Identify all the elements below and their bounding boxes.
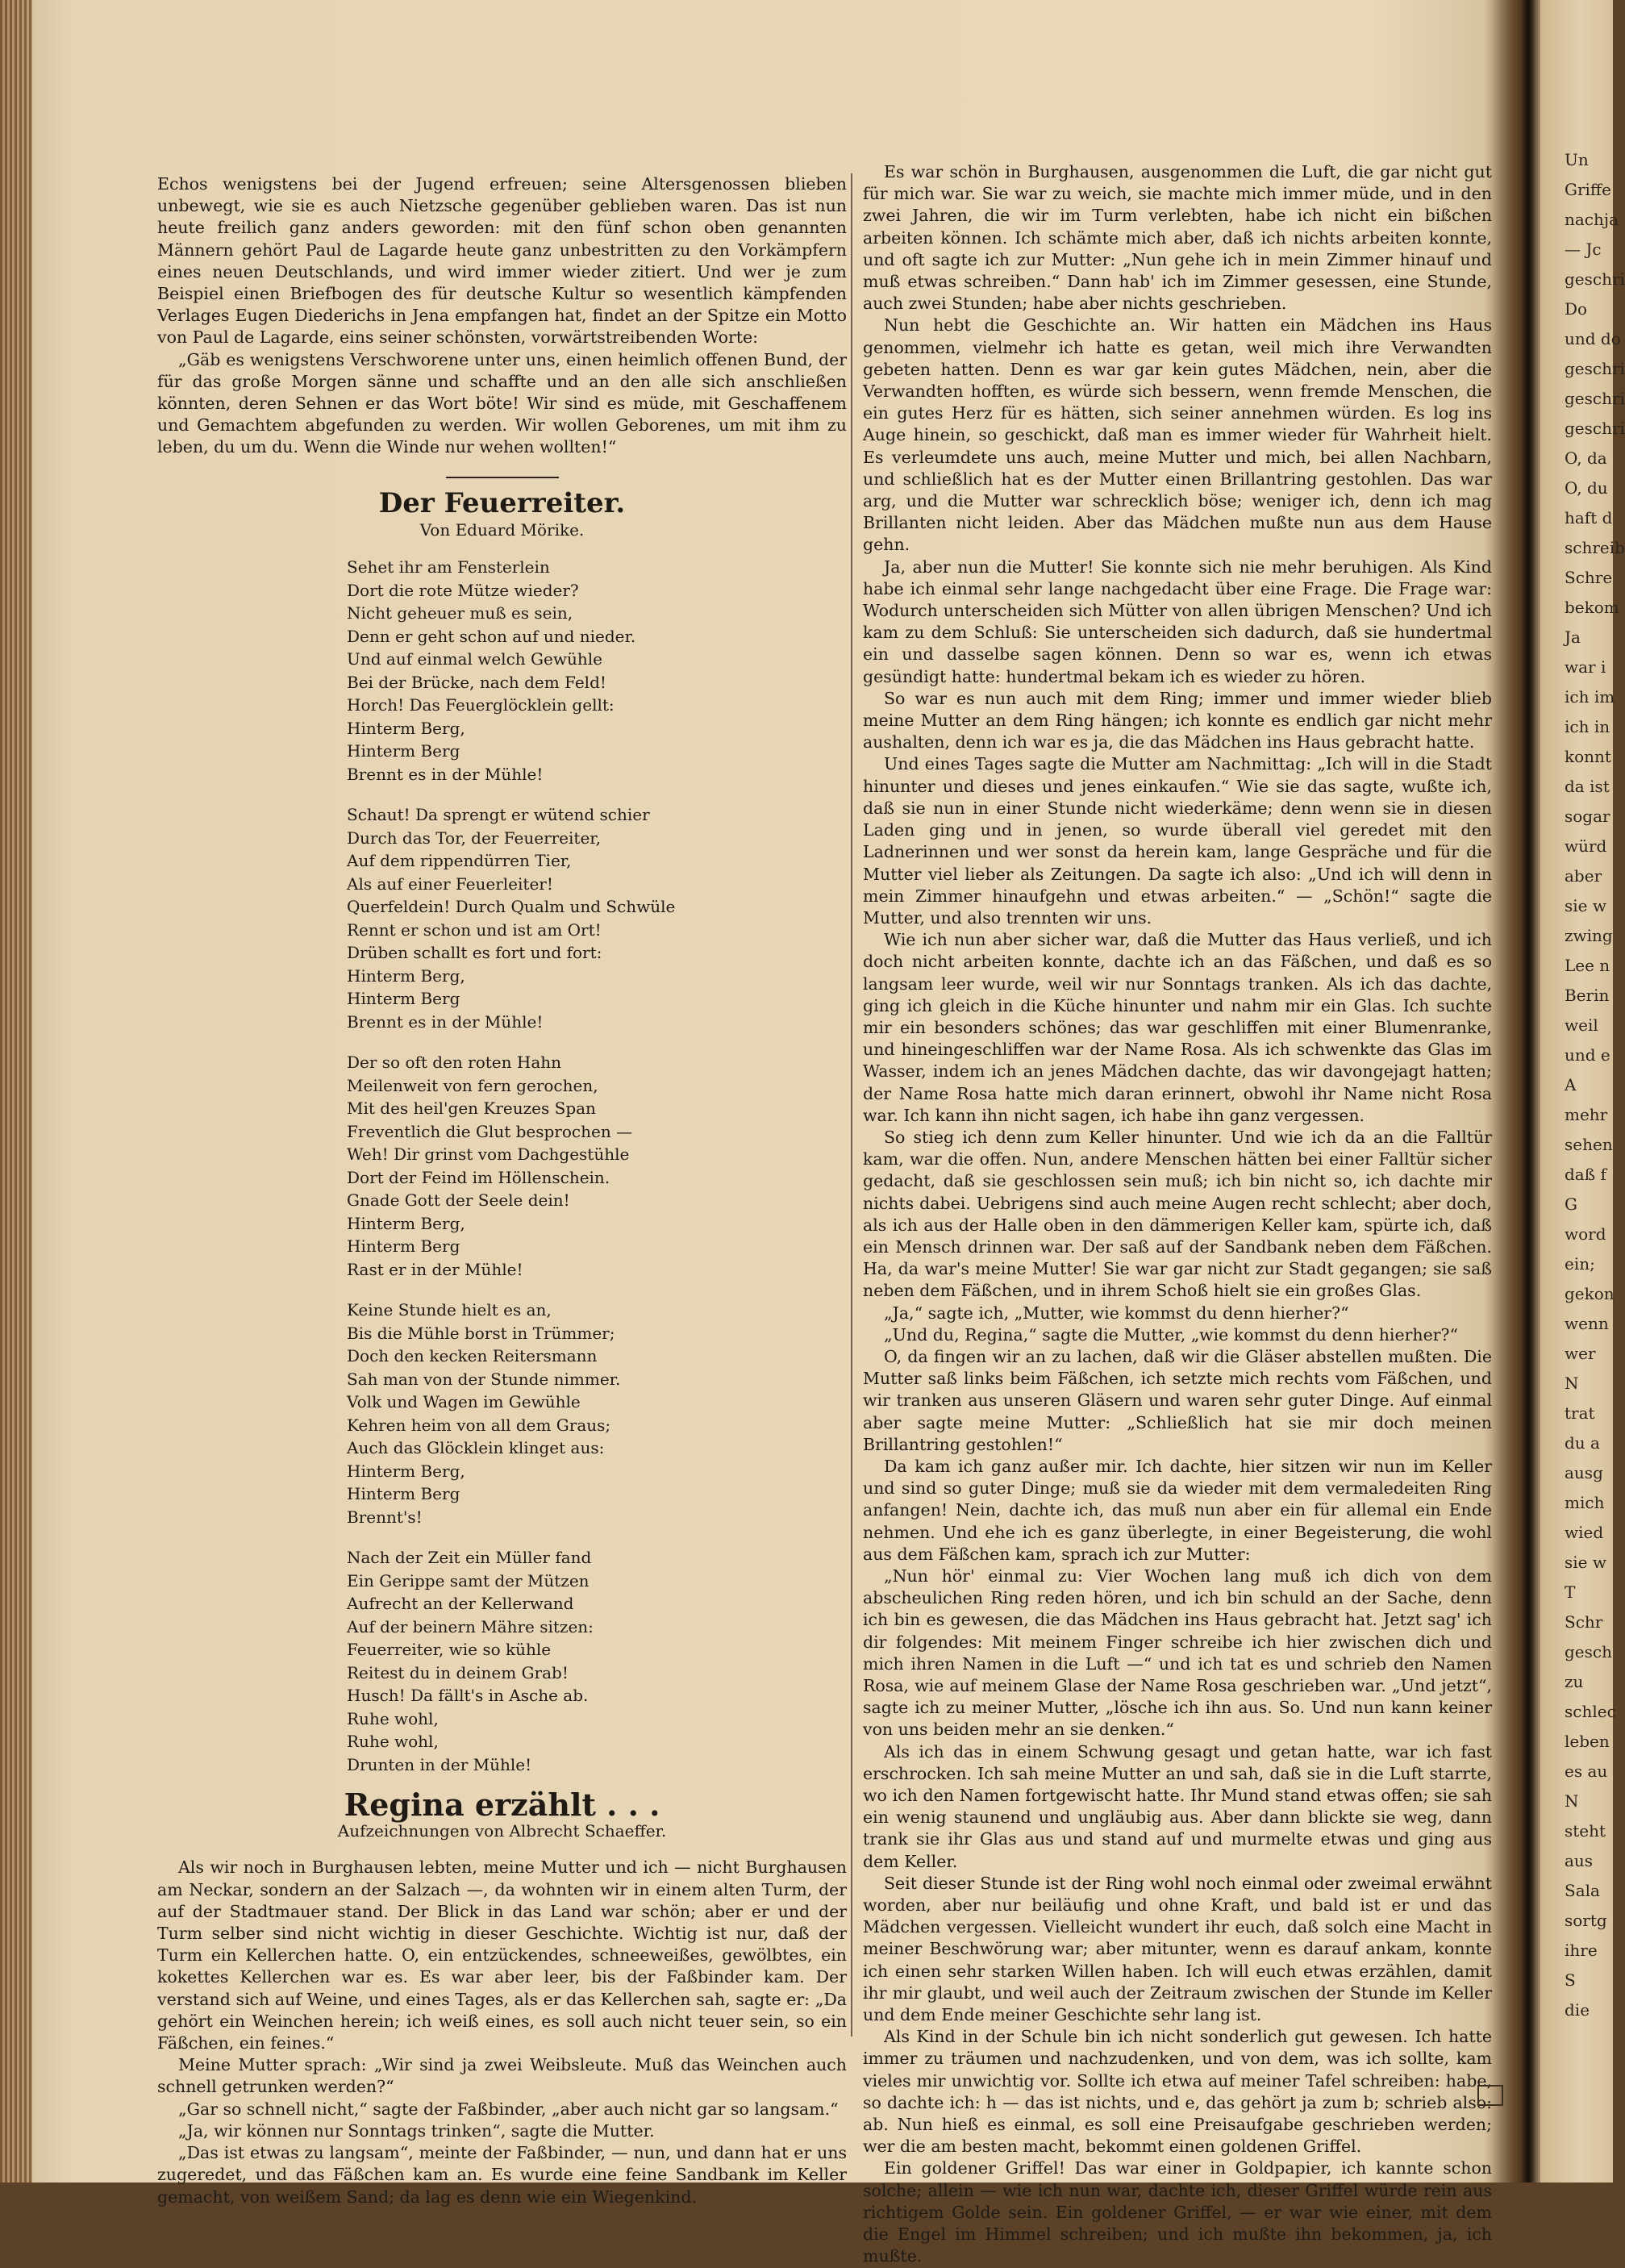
- fragment-line: geschri: [1565, 419, 1625, 438]
- poem-line: Reitest du in deinem Grab!: [347, 1662, 569, 1682]
- dialogue-line: „Und du, Regina,“ sagte die Mutter, „wie kommst du denn hierher?“: [884, 1324, 1458, 1345]
- fragment-line: mich: [1565, 1493, 1605, 1512]
- column-rule: [851, 173, 852, 2037]
- poem-line: Auf dem rippendürren Tier,: [347, 851, 572, 871]
- fragment-line: O, da: [1565, 448, 1607, 468]
- fragment-line: gekon: [1565, 1284, 1615, 1303]
- fragment-line: sehen: [1565, 1135, 1613, 1154]
- poem-line: Nicht geheuer muß es sein,: [347, 603, 573, 623]
- left-column: [157, 173, 847, 2207]
- fragment-line: sie w: [1565, 1553, 1606, 1572]
- poem-line: Brennt es in der Mühle!: [347, 1011, 544, 1032]
- story-paragraph: Als Kind in der Schule bin ich nicht sonderlich gut gewesen. Ich hatte immer zu träumen und nachzudenken, und von dem, was ich sollte, kam vieles mir unwichtig vor. Sollte ich etwa auf meiner Tafel schreiben: habe, so dachte ich: h — das ist nichts, und e, das gehört ja zum b; schrieb also: ab. Nun hieß es einmal, es soll eine Preisaufgabe geschrieben werden; wer die am besten macht, bekommt einen goldenen Griffel.: [863, 2027, 1492, 2157]
- story-paragraph: „Das ist etwas zu langsam“, meinte der Faßbinder, — nun, und dann hat er uns zugeredet, und das Fäßchen kam an. Es wurde eine feine Sandbank im Keller gemacht, von weißem Sand; da lag es denn wie ein Wiegenkind.: [157, 2143, 847, 2207]
- poem-line: Drunten in der Mühle!: [347, 1754, 532, 1774]
- poem-title: Der Feuerreiter.: [378, 486, 626, 519]
- poem-line: Denn er geht schon auf und nieder.: [347, 626, 636, 646]
- fragment-line: zu: [1565, 1672, 1584, 1691]
- story-byline: Aufzeichnungen von Albrecht Schaeffer.: [337, 1821, 667, 1841]
- poem-line: Mit des heil'gen Kreuzes Span: [347, 1099, 596, 1119]
- poem-line: Aufrecht an der Kellerwand: [347, 1594, 574, 1614]
- fragment-line: geschri: [1565, 269, 1625, 289]
- poem-refrain-line: Hinterm Berg,: [347, 718, 465, 738]
- poem-line: Drüben schallt es fort und fort:: [347, 943, 602, 963]
- fragment-line: S: [1565, 1970, 1576, 1990]
- fragment-line: A: [1565, 1075, 1577, 1094]
- poem-line: Husch! Da fällt's in Asche ab.: [347, 1686, 589, 1706]
- facing-page-fragments: [1565, 145, 1625, 2145]
- fragment-line: Sala: [1565, 1881, 1600, 1900]
- poem-line: Sehet ihr am Fensterlein: [347, 557, 550, 577]
- fragment-line: bekom: [1565, 598, 1619, 617]
- poem-line: Sah man von der Stunde nimmer.: [347, 1369, 621, 1389]
- section-divider: [446, 477, 559, 478]
- fragment-line: gesch: [1565, 1642, 1612, 1661]
- story-paragraph: Ja, aber nun die Mutter! Sie konnte sich nie mehr beruhigen. Als Kind habe ich einmal sehr lange nachgedacht über eine Frage. Die Frage war: Wodurch unterscheiden sich Mütter von allen übrigen Menschen? Und ich kam zu dem Schluß: Sie unterscheiden sich dadurch, daß sie hundertmal ein und dasselbe sagen können. Denn so war es, wenn ich etwas gesündigt hatte: hundertmal bekam ich es wieder zu hören.: [863, 557, 1492, 686]
- story-paragraph: „Gar so schnell nicht,“ sagte der Faßbinder, „aber auch nicht gar so langsam.“: [178, 2099, 839, 2119]
- poem-refrain-line: Hinterm Berg: [347, 741, 460, 761]
- fragment-line: Schre: [1565, 568, 1613, 587]
- poem-line: Weh! Dir grinst vom Dachgestühle: [347, 1144, 630, 1165]
- fragment-line: aber: [1565, 866, 1602, 886]
- story-paragraph: So war es nun auch mit dem Ring; immer und immer wieder blieb meine Mutter an dem Ring hängen; ich konnte es endlich gar nicht mehr aushalten, denn ich war es ja, die das Mädchen ins Haus gebracht hatte.: [863, 688, 1492, 753]
- story-paragraph: „Ja, wir können nur Sonntags trinken“, sagte die Mutter.: [178, 2120, 655, 2141]
- poem-line: Bei der Brücke, nach dem Feld!: [347, 672, 606, 692]
- poem-refrain-line: Ruhe wohl,: [347, 1732, 439, 1752]
- fragment-line: G: [1565, 1194, 1577, 1214]
- poem-body: [347, 556, 847, 1776]
- fragment-line: leben: [1565, 1732, 1610, 1751]
- catch-mark-box: [1477, 2085, 1503, 2106]
- right-column: [863, 161, 1492, 2266]
- fragment-line: ich in: [1565, 717, 1610, 736]
- fragment-line: — Jc: [1565, 240, 1602, 259]
- fragment-line: aus: [1565, 1851, 1594, 1870]
- poem-line: Freventlich die Glut besprochen —: [347, 1121, 633, 1141]
- fragment-line: O, du: [1565, 478, 1608, 498]
- poem-line: Volk und Wagen im Gewühle: [347, 1392, 581, 1412]
- poem-refrain-line: Ruhe wohl,: [347, 1708, 439, 1728]
- poem-line: Feuerreiter, wie so kühle: [347, 1640, 552, 1660]
- fragment-line: Schr: [1565, 1612, 1603, 1632]
- fragment-line: geschri: [1565, 359, 1625, 378]
- fragment-line: steht: [1565, 1821, 1606, 1841]
- story-paragraph: Es war schön in Burghausen, ausgenommen die Luft, die gar nicht gut für mich war. Sie war zu weich, sie machte mich immer müde, und in den zwei Jahren, die wir im Turm verlebten, habe ich nicht ein bißchen arbeiten können. Ich schämte mich aber, daß ich nichts arbeiten konnte, und oft sagte ich zur Mutter: „Nun gehe ich in mein Zimmer hinauf und muß etwas schreiben.“ Dann hab' ich im Zimmer gesessen, eine Stunde, auch zwei Stunden; habe aber nichts geschrieben.: [863, 162, 1492, 314]
- fragment-line: Do: [1565, 299, 1588, 319]
- fragment-line: würd: [1565, 836, 1607, 856]
- fragment-line: die: [1565, 2000, 1590, 2020]
- poem-stanza: [347, 803, 847, 1033]
- lagarde-quote: „Gäb es wenigstens Verschworene unter uns, einen heimlich offenen Bund, der für das große Morgen sänne und schaffte und an den alle sich anschließen könnten, deren Sehnen er das Wort böte! Wir sind es müde, mit Geschaffenem und Gemachtem abgefunden zu werden. Wir wollen Geborenes, um mit ihm zu leben, du um du. Wenn die Winde nur wehen wollten!“: [157, 349, 847, 457]
- story-paragraph: Als wir noch in Burghausen lebten, meine Mutter und ich — nicht Burghausen am Neckar, sondern an der Salzach —, da wohnten wir in einem alten Turm, der auf der Stadtmauer stand. Der Blick in das Land war schön; aber er und der Turm selber sind nicht wichtig in dieser Geschichte. Wichtig ist nur, daß der Turm ein Kellerchen hatte. O, ein entzückendes, schneeweißes, gewölbtes, ein kokettes Kellerchen war es. Es war aber leer, bis der Faßbinder kam. Der verstand sich auf Weine, und eines Tages, als er das Kellerchen sah, sagte er: „Da gehört ein Weinchen herein; ich weiß eines, es soll auch nicht teuer sein, so ein Fäßchen, ein feines.“: [157, 1857, 847, 2053]
- poem-stanza: [347, 556, 847, 786]
- poem-line: Doch den kecken Reitersmann: [347, 1346, 598, 1366]
- story-paragraph: Meine Mutter sprach: „Wir sind ja zwei Weibsleute. Muß das Weinchen auch schnell getrunken werden?“: [157, 2055, 847, 2097]
- fragment-line: T: [1565, 1582, 1576, 1602]
- fragment-line: es au: [1565, 1761, 1608, 1781]
- fragment-line: N: [1565, 1791, 1579, 1811]
- fragment-line: trat: [1565, 1403, 1595, 1423]
- poem-refrain-line: Hinterm Berg,: [347, 1461, 465, 1481]
- poem-line: Horch! Das Feuerglöcklein gellt:: [347, 695, 615, 715]
- poem-refrain-line: Hinterm Berg: [347, 1484, 460, 1504]
- fragment-line: konnt: [1565, 747, 1611, 766]
- fragment-line: Ja: [1565, 627, 1581, 647]
- poem-line: Dort der Feind im Höllenschein.: [347, 1167, 610, 1187]
- poem-refrain-line: Hinterm Berg: [347, 989, 460, 1009]
- poem-line: Keine Stunde hielt es an,: [347, 1300, 552, 1320]
- fragment-line: sie w: [1565, 896, 1606, 915]
- fragment-line: ich im: [1565, 687, 1615, 707]
- poem-refrain-line: Hinterm Berg,: [347, 965, 465, 986]
- fragment-line: ein;: [1565, 1254, 1595, 1274]
- fragment-line: word: [1565, 1224, 1606, 1244]
- fragment-line: haft d: [1565, 508, 1613, 527]
- fragment-line: wer: [1565, 1344, 1596, 1363]
- poem-line: Bis die Mühle borst in Trümmer;: [347, 1323, 615, 1343]
- story-paragraph: Nun hebt die Geschichte an. Wir hatten ein Mädchen ins Haus genommen, vielmehr ich hatte es getan, weil mich ihre Verwandten gebeten hatten. Denn es war gar kein gutes Mädchen, nein, aber die Verwandten hofften, es würde sich bessern, wenn fremde Menschen, die ein gutes Herz für es hätten, sich seiner annehmen würden. Es log ins Auge hinein, so geschickt, daß man es immer wieder für Wahrheit hielt. Es verleumdete uns auch, meine Mutter und mich, bei allen Nachbarn, und schließlich hat es der Mutter einen Brillantring gestohlen. Das war arg, und die Mutter war schrecklich böse; weniger ich, denn ich mag Brillanten nicht leiden. Aber das Mädchen mußte nun aus dem Hause gehn.: [863, 315, 1492, 555]
- poem-line: Rast er in der Mühle!: [347, 1259, 523, 1279]
- poem-byline: Von Eduard Mörike.: [419, 519, 585, 540]
- fragment-line: du a: [1565, 1433, 1600, 1453]
- intro-paragraph: Echos wenigstens bei der Jugend erfreuen; seine Altersgenossen blieben unbewegt, wie sie es auch Nietzsche gegenüber geblieben waren. Das ist nun heute freilich ganz anders geworden: mit den fünf schon oben genannten Männern gehört Paul de Lagarde heute ganz unbestritten zu den Vorkämpfern eines neuen Deutschlands, und wird immer wieder zitiert. Und wer je zum Beispiel einen Briefbogen des für deutsche Kultur so wesentlich kämpfenden Verlages Eugen Diederichs in Jena empfangen hat, findet an der Spitze ein Motto von Paul de Lagarde, eins seiner schönsten, vorwärtstreibenden Worte:: [157, 174, 847, 348]
- poem-line: Als auf einer Feuerleiter!: [347, 873, 553, 894]
- book-gutter-shadow: [1492, 0, 1540, 2183]
- fragment-line: schreib: [1565, 538, 1625, 557]
- story-paragraph: So stieg ich denn zum Keller hinunter. Und wie ich da an die Falltür kam, war die offen. Nun, andere Menschen hätten bei einer Falltür sicher gedacht, daß sie geschlossen sein muß; ich bin nicht so, ich dachte mir nichts dabei. Uebrigens sind auch meine Augen recht schlecht; aber doch, als ich aus der Halle oben in den dämmerigen Keller kam, spürte ich, daß ein Mensch drinnen war. Der saß auf der Sandbank neben dem Fäßchen. Ha, da war's meine Mutter! Sie war gar nicht zur Stadt gegangen; sie saß neben dem Fäßchen, und in ihrem Schoß hielt sie ein großes Glas.: [863, 1127, 1492, 1301]
- poem-line: Der so oft den roten Hahn: [347, 1053, 562, 1073]
- story-paragraph: O, da fingen wir an zu lachen, daß wir die Gläser abstellen mußten. Die Mutter saß links beim Fäßchen, ich setzte mich rechts vom Fäßchen, und wir tranken aus unseren Gläsern und waren sehr guter Dinge. Auf einmal aber sagte meine Mutter: „Schließlich hat sie mir doch meinen Brillantring gestohlen!“: [863, 1346, 1492, 1454]
- story-paragraph: „Nun hör' einmal zu: Vier Wochen lang muß ich dich von dem abscheulichen Ring reden hören, und ich bin schuld an der Sache, denn ich bin es gewesen, die das Mädchen ins Haus gebracht hat. Jetzt sag' ich dir folgendes: Mit meinem Finger schreibe ich hier zwischen dich und mich ihren Namen in die Luft —“ und ich tat es und schrieb den Namen Rosa, wie auf meinem Glase der Name Rosa geschrieben war. „Und jetzt“, sagte ich zu meiner Mutter, „lösche ich ihn aus. So. Und nun kann keiner von uns beiden mehr an sie denken.“: [863, 1566, 1492, 1740]
- intro-section: [157, 173, 847, 459]
- fragment-line: sortg: [1565, 1911, 1607, 1930]
- book-page-edges: [0, 0, 32, 2183]
- poem-line: Rennt er schon und ist am Ort!: [347, 919, 602, 940]
- story-paragraph: Da kam ich ganz außer mir. Ich dachte, hier sitzen wir nun im Keller und sind so guter Dinge; muß sie da wieder mit dem vermaledeiten Ring anfangen! Nein, dachte ich, das muß nun aber ein für allemal ein Ende nehmen. Und ehe ich es ganz überlegte, in einer Begeisterung, die wohl aus dem Fäßchen kam, sprach ich zur Mutter:: [863, 1456, 1492, 1564]
- fragment-line: und do: [1565, 329, 1621, 348]
- poem-line: Kehren heim von all dem Graus;: [347, 1415, 611, 1435]
- poem-stanza: [347, 1299, 847, 1528]
- fragment-line: nachja: [1565, 210, 1619, 229]
- fragment-line: Un: [1565, 150, 1589, 169]
- poem-line: Auch das Glöcklein klinget aus:: [347, 1438, 605, 1458]
- story-paragraph: Und eines Tages sagte die Mutter am Nachmittag: „Ich will in die Stadt hinunter und dieses und jenes einkaufen.“ Wie sie das sagte, wußte ich, daß sie nun in einer Stunde nicht wiederkäme; denn wenn sie in diesen Laden ging und in jenen, so wurde überall viel geredet mit den Ladnerinnen und wer sonst da herein kam, lange Gespräche und für die Mutter viel lieber als Zeitungen. Da sagte ich also: „Und ich will denn in mein Zimmer hinaufgehn und etwas arbeiten.“ — „Schön!“ sagte die Mutter, und also trennten wir uns.: [863, 754, 1492, 928]
- story-paragraph: Ein goldener Griffel! Das war einer in Goldpapier, ich kannte schon solche; allein — wie ich nun war, dachte ich, dieser Griffel würde rein aus richtigem Golde sein. Ein goldener Griffel, — er war wie einer, mit dem die Engel im Himmel schreiben; und ich mußte ihn bekommen, ja, ich mußte.: [863, 2158, 1492, 2266]
- fragment-line: Griffe: [1565, 180, 1611, 199]
- poem-line: Und auf einmal welch Gewühle: [347, 649, 602, 669]
- story-paragraph: Seit dieser Stunde ist der Ring wohl noch einmal oder zweimal erwähnt worden, aber nur beiläufig und ohne Kraft, und bald ist er und das Mädchen vergessen. Vielleicht wundert ihr euch, daß solch eine Macht in meiner Beschwörung war; aber mitunter, wenn es darauf ankam, konnte ich einen sehr starken Willen haben. Ich will euch etwas erzählen, damit ihr mir glaubt, und weil auch der Zeitraum zwischen der Stunde im Keller und dem Ende meiner Geschichte sehr lang ist.: [863, 1873, 1492, 2025]
- fragment-line: und e: [1565, 1045, 1610, 1065]
- fragment-line: schlec: [1565, 1702, 1616, 1721]
- fragment-line: N: [1565, 1374, 1579, 1393]
- fragment-line: daß f: [1565, 1165, 1606, 1184]
- poem-line: Auf der beinern Mähre sitzen:: [347, 1616, 594, 1636]
- poem-refrain-line: Hinterm Berg,: [347, 1213, 465, 1233]
- dialogue-line: „Ja,“ sagte ich, „Mutter, wie kommst du denn hierher?“: [884, 1303, 1349, 1323]
- fragment-line: mehr: [1565, 1105, 1608, 1124]
- poem-line: Durch das Tor, der Feuerreiter,: [347, 828, 602, 848]
- poem-line: Querfeldein! Durch Qualm und Schwüle: [347, 897, 676, 917]
- poem-refrain-line: Hinterm Berg: [347, 1236, 460, 1257]
- fragment-line: Lee n: [1565, 956, 1610, 975]
- fragment-line: ihre: [1565, 1941, 1598, 1960]
- poem-line: Meilenweit von fern gerochen,: [347, 1075, 598, 1095]
- story-paragraph: Wie ich nun aber sicher war, daß die Mutter das Haus verließ, und ich doch nicht arbeiten konnte, dachte ich an das Fäßchen, und daß es so langsam leer wurde, weil wir nur Sonntags tranken. Als ich das dachte, ging ich gleich in die Küche hinunter und nahm mir ein Glas. Ich suchte mir ein besonders schönes; das war geschliffen mit einer Blumenranke, und hineingeschliffen war der Name Rosa. Als ich schwenkte das Glas im Wasser, indem ich an jenes Mädchen dachte, das wir davongejagt hatten; der Name Rosa hatte mich daran erinnert, obwohl ihr Name nicht Rosa war. Ich kann ihn nicht sagen, ich habe ihn ganz vergessen.: [863, 930, 1492, 1125]
- fragment-line: war i: [1565, 657, 1606, 677]
- story-title: Regina erzählt . . .: [344, 1786, 660, 1824]
- fragment-line: wied: [1565, 1523, 1604, 1542]
- poem-line: Brennt es in der Mühle!: [347, 764, 544, 784]
- poem-line: Gnade Gott der Seele dein!: [347, 1190, 570, 1211]
- fragment-line: da ist: [1565, 777, 1610, 796]
- fragment-line: weil: [1565, 1015, 1598, 1035]
- poem-line: Dort die rote Mütze wieder?: [347, 580, 579, 600]
- fragment-line: sogar: [1565, 807, 1610, 826]
- poem-line: Schaut! Da sprengt er wütend schier: [347, 805, 650, 825]
- fragment-line: Berin: [1565, 986, 1610, 1005]
- poem-line: Nach der Zeit ein Müller fand: [347, 1548, 592, 1568]
- fragment-line: geschri: [1565, 389, 1625, 408]
- fragment-line: zwing: [1565, 926, 1613, 945]
- poem-line: Brennt's!: [347, 1507, 423, 1527]
- fragment-line: ausg: [1565, 1463, 1603, 1482]
- story-paragraph: Als ich das in einem Schwung gesagt und getan hatte, war ich fast erschrocken. Ich sah meine Mutter an und sah, daß sie in die Luft starrte, wo ich den Namen fortgewischt hatte. Ihr Mund stand etwas offen; sie sah ein wenig staunend und ungläubig aus. Aber dann blickte sie weg, dann trank sie ihr Glas aus und stand auf und murmelte etwas und ging aus dem Keller.: [863, 1741, 1492, 1871]
- fragment-line: wenn: [1565, 1314, 1609, 1333]
- story-opening: [157, 1857, 847, 2208]
- poem-stanza: [347, 1051, 847, 1281]
- poem-line: Ein Gerippe samt der Mützen: [347, 1570, 590, 1591]
- poem-stanza: [347, 1546, 847, 1776]
